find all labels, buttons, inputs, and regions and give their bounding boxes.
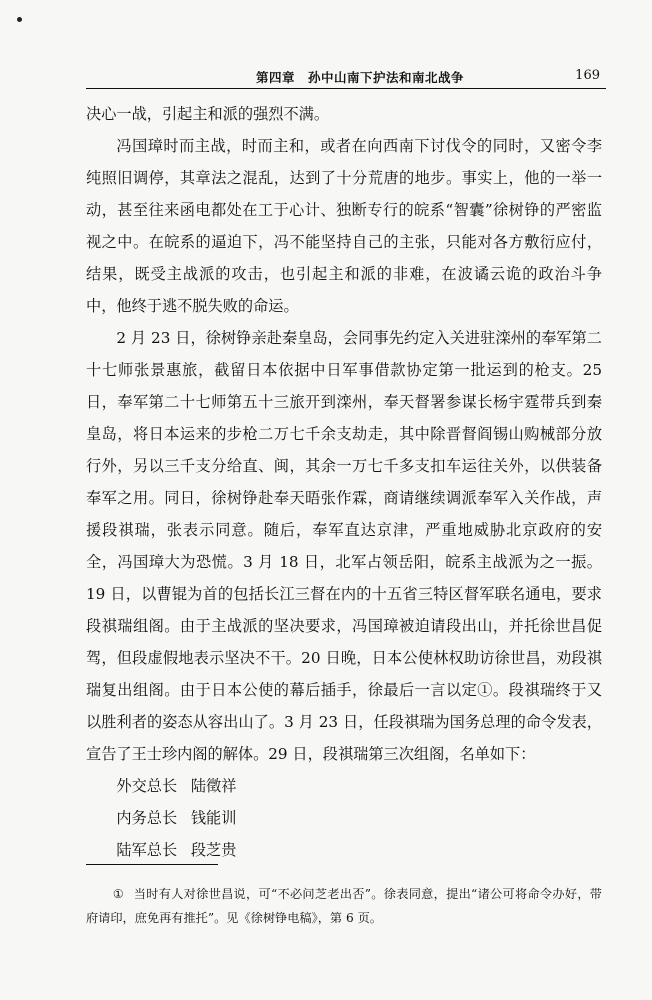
running-header [86,62,606,88]
post-title: 内务总长 [116,809,178,827]
header-rule [86,88,606,89]
minister-name: 钱能训 [190,809,237,827]
list-item [86,834,602,866]
minister-name: 段芝贵 [190,841,237,859]
paragraph: 冯国璋时而主战，时而主和，或者在向西南下讨伐令的同时，又密令李纯照旧调停，其章法之混乱，达到了十分荒唐的地步。事实上，他的一举一动，甚至往来函电都处在工于心计、独断专行的皖系“智囊”徐树铮的严密监视之中。在皖系的逼迫下，冯不能坚持自己的主张，只能对各方敷衍应付，结果，既受主战派的攻击，也引起主和派的非难，在波谲云诡的政治斗争中，他终于逃不脱失败的命运。 [86,137,602,315]
paragraph: 2 月 23 日，徐树铮亲赴秦皇岛，会同事先约定入关进驻滦州的奉军第二十七师张景惠旅，截留日本依据中日军事借款协定第一批运到的枪支。25 日，奉军第二十七师第五十三旅开到滦州，奉天督署参谋长杨宇霆带兵到秦皇岛，将日本运来的步枪二万七千余支劫走，其中除晋督阎锡山购械部分放行外，另以三千支分给直、闽，其余一万七千多支扣车运往关外，以供装备奉军之用。同日，徐树铮赴奉天晤张作霖，商请继续调派奉军入关作战，声援段祺瑞，张表示同意。随后，奉军直达京津，严重地威胁北京政府的安全，冯国璋大为恐慌。3 月 18 日，北军占领岳阳，皖系主战派为之一振。19 日，以曹锟为首的包括长江三督在内的十五省三特区督军联名通电，要求段祺瑞组阁。由于主战派的坚决要求，冯国璋被迫请段出山，并托徐世昌促驾，但段虚假地表示坚决不干。20 日晚，日本公使林权助访徐世昌，劝段祺瑞复出组阁。由于日本公使的幕后插手，徐最后一言以定①。段祺瑞终于又以胜利者的姿态从容出山了。3 月 23 日，任段祺瑞为国务总理的命令发表，宣告了王士珍内阁的解体。29 日，段祺瑞第三次组阁，名单如下： [86,329,602,763]
list-item [86,802,602,834]
list-item [86,770,602,802]
post-title: 陆军总长 [116,841,178,859]
footnote-text: 当时有人对徐世昌说，可“不必问芝老出否”。徐表同意，提出“诸公可将命令办好，带府请印，庶免再有推托”。见《徐树铮电稿》，第 6 页。 [86,887,602,925]
footnote-rule [86,864,218,865]
footnote [86,882,602,930]
page-number: 169 [575,68,600,83]
minister-name: 陆徵祥 [190,777,237,795]
body-text [86,98,602,866]
page-speck [17,17,22,22]
paragraph: 决心一战，引起主和派的强烈不满。 [86,105,329,123]
footnote-marker: ① [112,887,124,901]
chapter-title: 第四章 孙中山南下护法和南北战争 [256,70,465,85]
cabinet-list [86,770,602,866]
post-title: 外交总长 [116,777,178,795]
